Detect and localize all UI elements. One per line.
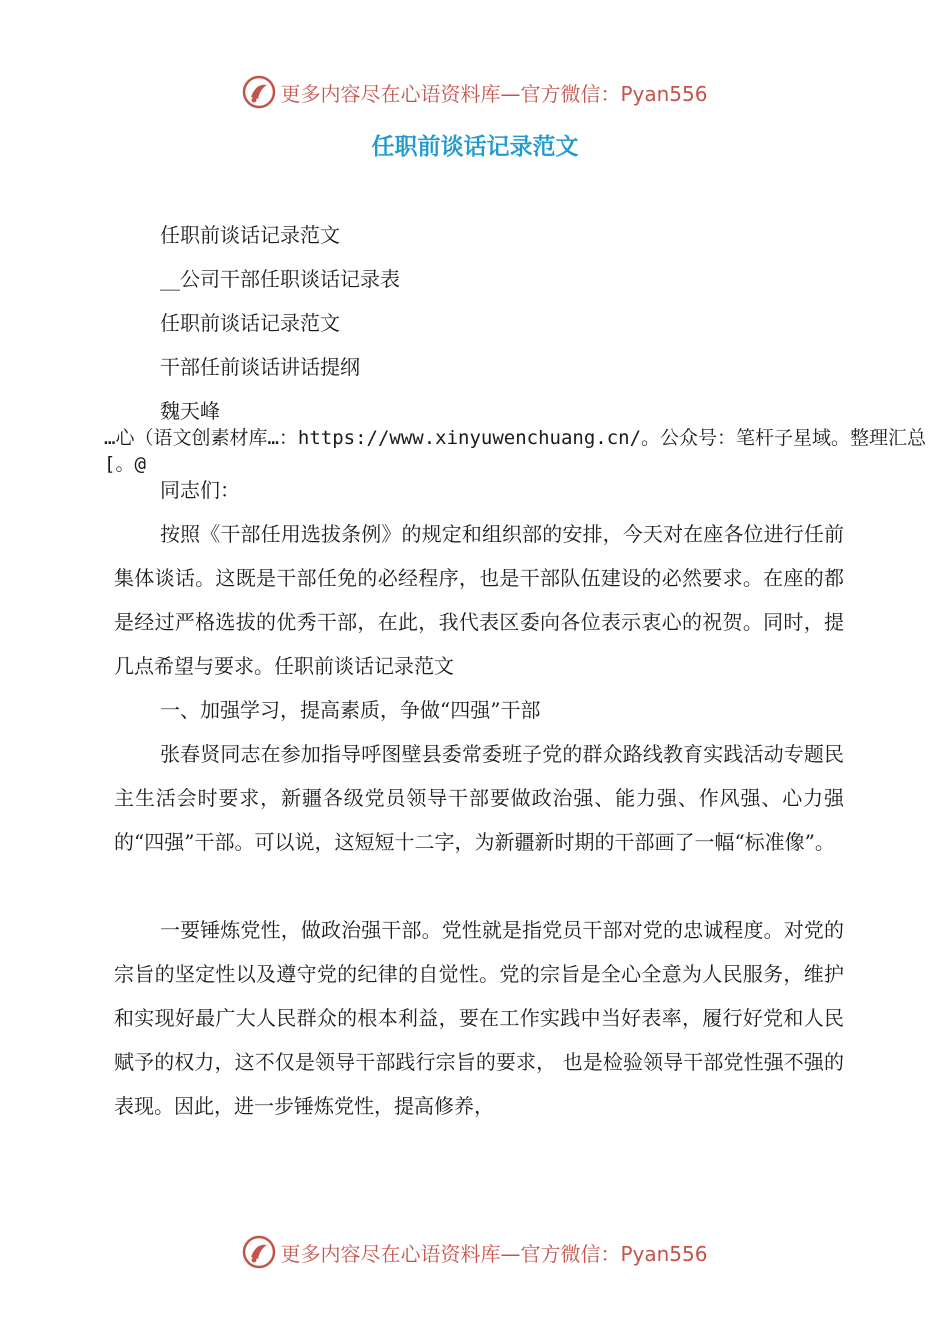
author-name: 魏天峰 xyxy=(160,399,220,423)
source-note: …心（语文创素材库…：https://www.xinyuwenchuang.cn/。公众号：笔杆子星域。整理汇总[。@ xyxy=(104,427,927,475)
watermark-text: 更多内容尽在心语资料库—官方微信：Pyan556 xyxy=(280,81,708,106)
library-logo-icon xyxy=(242,1235,276,1269)
heading-line-4: 干部任前谈话讲话提纲 xyxy=(160,355,360,379)
section-heading-1: 一、加强学习，提高素质，争做“四强”干部 xyxy=(160,698,541,722)
document-title: 任职前谈话记录范文 xyxy=(371,134,579,160)
greeting: 同志们： xyxy=(160,478,240,502)
paragraph-intro: 按照《干部任用选拔条例》的规定和组织部的安排，今天对在座各位进行任前集体谈话。这既是干部任免的必经程序，也是干部队伍建设的必然要求。在座的都是经过严格选拔的优秀干部，在此，我代表区委向各位表示衷心的祝贺。同时，提几点希望与要求。任职前谈话记录范文 xyxy=(114,522,844,678)
heading-line-3: 任职前谈话记录范文 xyxy=(160,311,340,335)
header-watermark xyxy=(0,72,950,112)
library-logo-icon xyxy=(242,75,276,109)
watermark-text: 更多内容尽在心语资料库—官方微信：Pyan556 xyxy=(280,1241,708,1266)
heading-line-2: __公司干部任职谈话记录表 xyxy=(160,267,400,291)
paragraph-party-spirit: 一要锤炼党性，做政治强干部。党性就是指党员干部对党的忠诚程度。对党的宗旨的坚定性以及遵守党的纪律的自觉性。党的宗旨是全心全意为人民服务，维护和实现好最广大人民群众的根本利益，要在工作实践中当好表率，履行好党和人民赋予的权力，这不仅是领导干部践行宗旨的要求， 也是检验领导干部党性强不强的表现。因此，进一步锤炼党性，提高修养， xyxy=(114,918,844,1118)
heading-line-1: 任职前谈话记录范文 xyxy=(160,223,340,247)
footer-watermark xyxy=(0,1232,950,1272)
paragraph-four-strong: 张春贤同志在参加指导呼图壁县委常委班子党的群众路线教育实践活动专题民主生活会时要求，新疆各级党员领导干部要做政治强、能力强、作风强、心力强的“四强”干部。可以说，这短短十二字，为新疆新时期的干部画了一幅“标准像”。 xyxy=(114,742,844,854)
